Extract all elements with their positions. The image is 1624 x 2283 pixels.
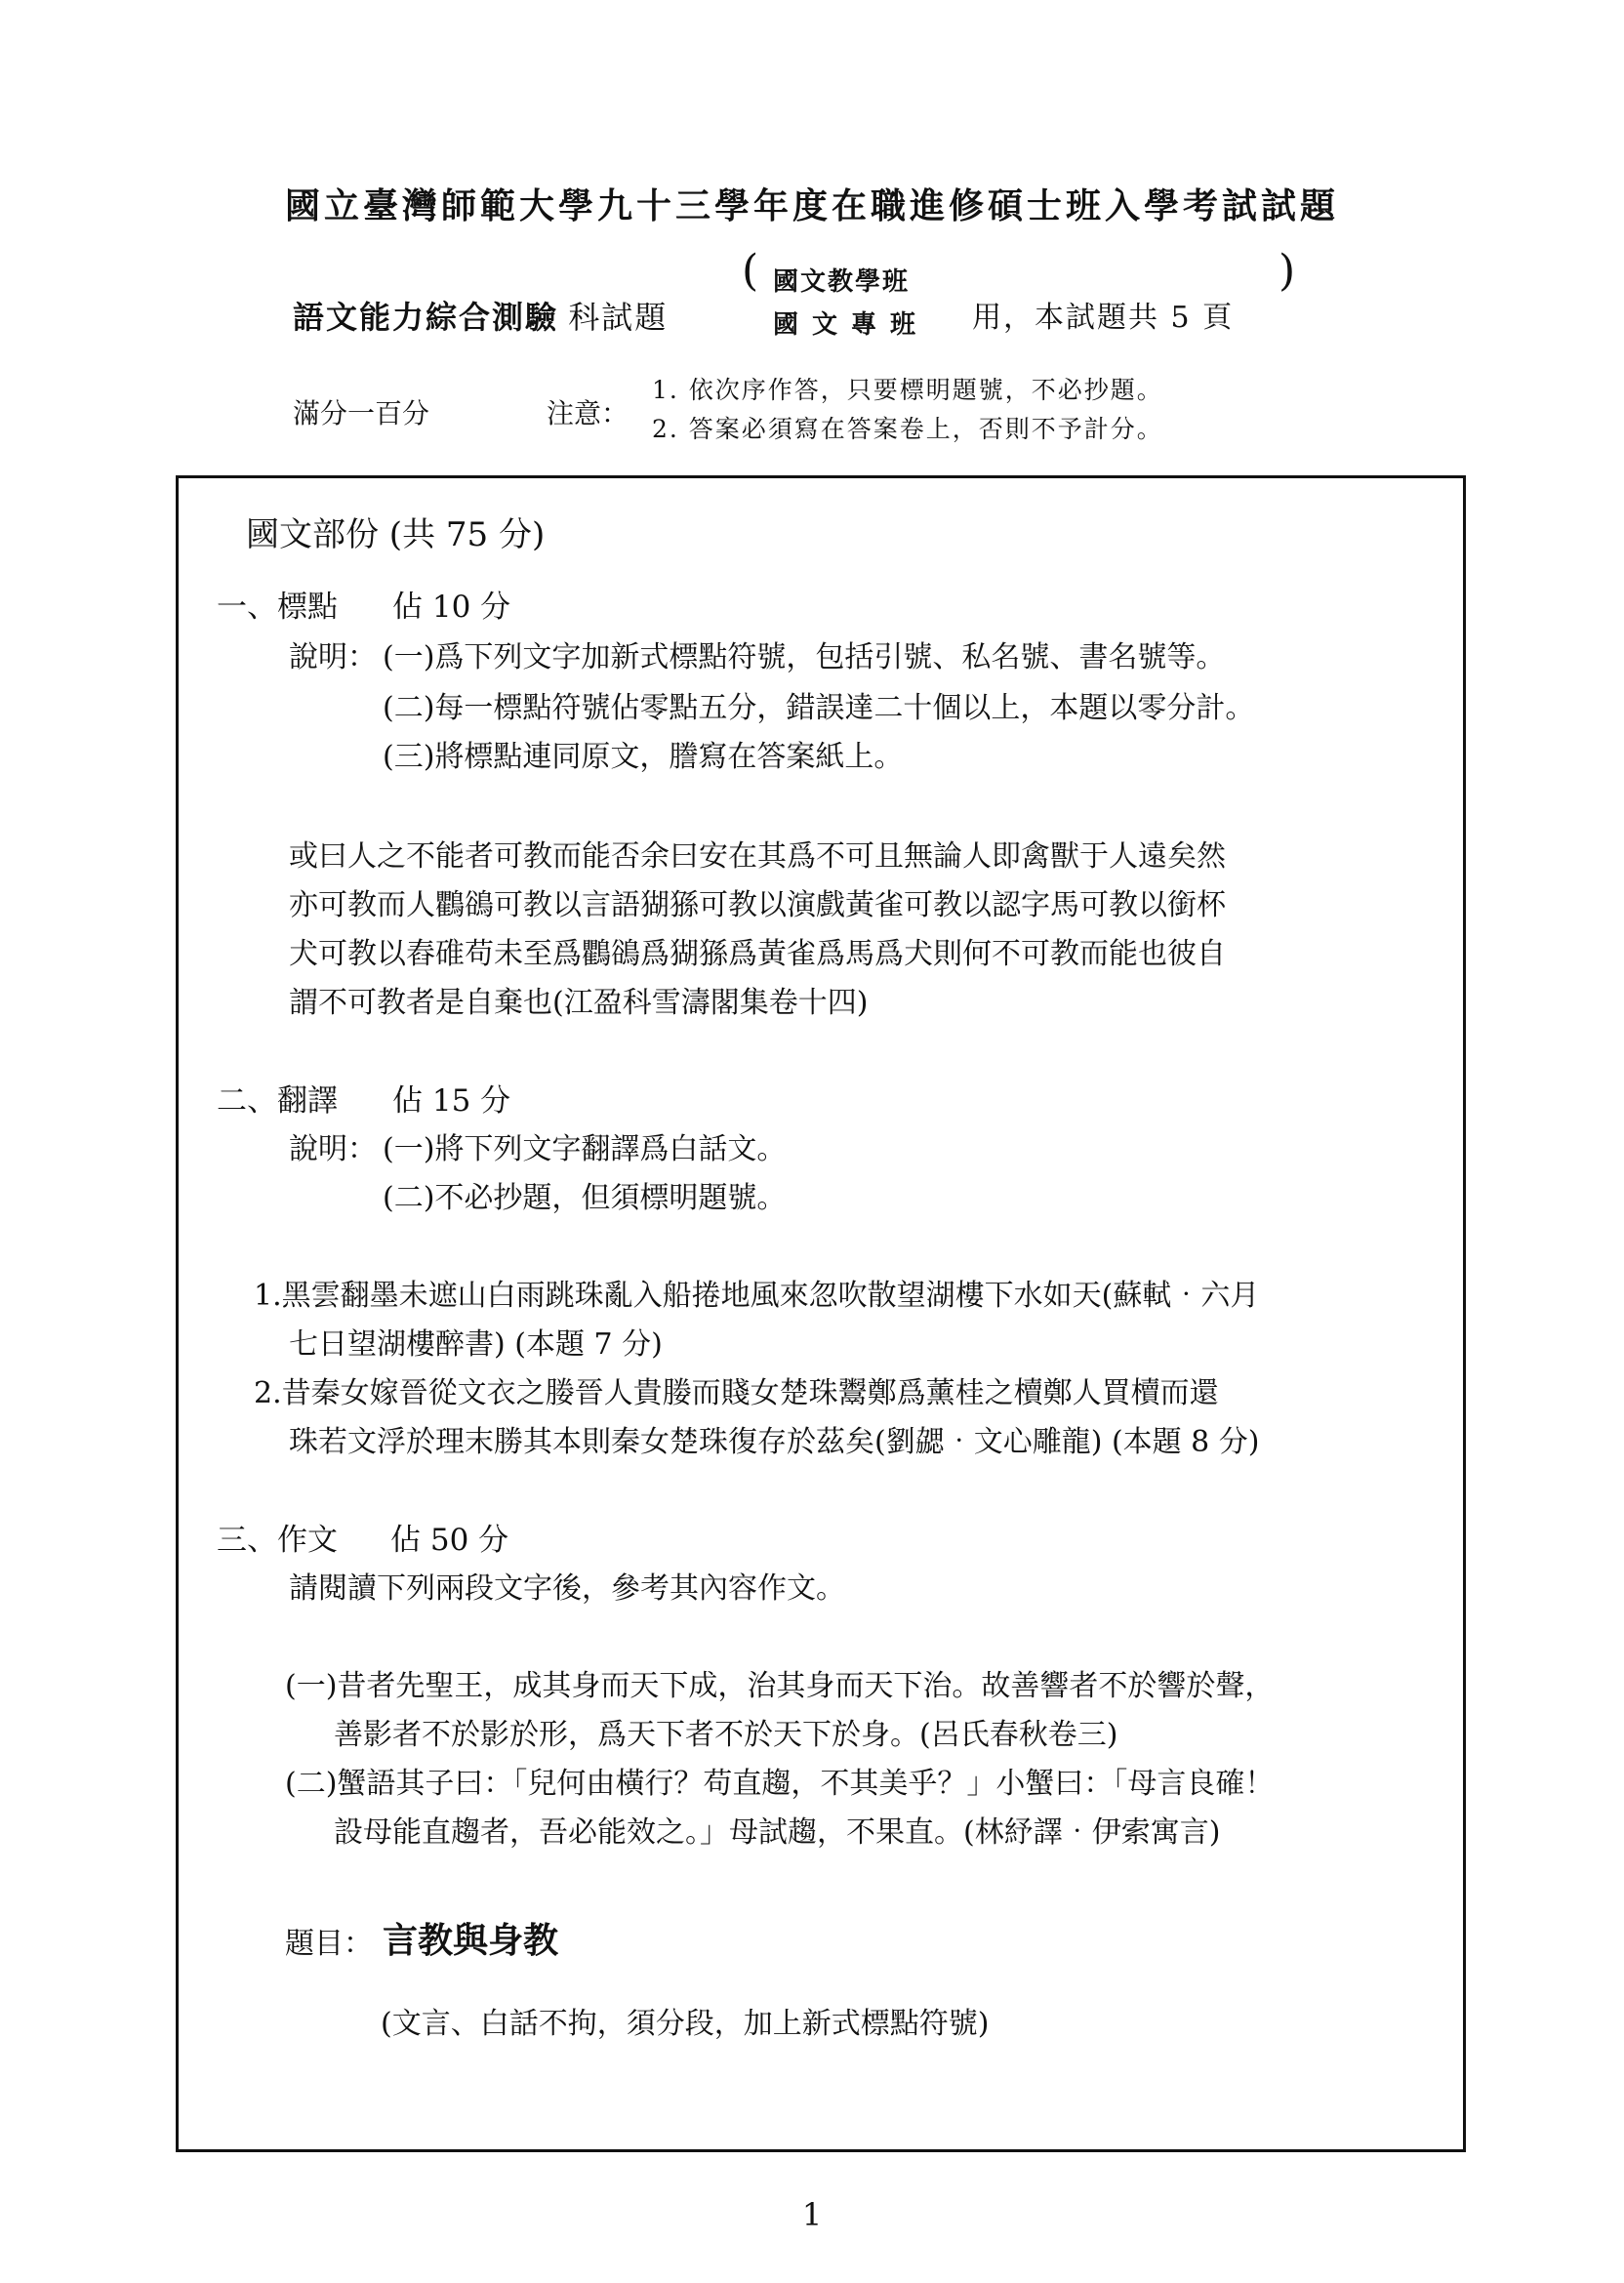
notice-label: 注意： xyxy=(547,397,629,429)
part2-heading: 二、翻譯 xyxy=(217,1083,338,1119)
class-name-top: 國文教學班 xyxy=(773,267,911,297)
paren-close: ) xyxy=(1279,246,1296,296)
part2-item-line: 1.黑雲翻墨未遮山白雨跳珠亂入船捲地風來忽吹散望湖樓下水如天(蘇軾‧六月 xyxy=(254,1279,1260,1313)
part2-score: 佔 15 分 xyxy=(392,1083,511,1119)
part1-score: 佔 10 分 xyxy=(392,590,511,625)
subject-line xyxy=(293,293,668,338)
part3-score: 佔 50 分 xyxy=(390,1523,509,1558)
usage-text: 用，本試題共 5 頁 xyxy=(972,301,1235,335)
part3-quote-line: (二)蟹語其子曰：「兒何由橫行？苟直趨，不其美乎？」小蟹曰：「母言良確！ xyxy=(285,1767,1275,1801)
paren-open: ( xyxy=(742,246,759,296)
topic-label: 題目： xyxy=(285,1927,373,1961)
exam-title: 國立臺灣師範大學九十三學年度在職進修碩士班入學考試試題 xyxy=(284,185,1339,226)
part3-quote-line: 善影者不於影於形，爲天下者不於天下於身。(呂氏春秋卷三) xyxy=(334,1718,1118,1752)
part3-quote-line: (一)昔者先聖王，成其身而天下成，治其身而天下治。故善響者不於響於聲， xyxy=(285,1669,1275,1703)
topic-title: 言教與身教 xyxy=(383,1920,559,1961)
part1-passage-line: 亦可教而人鸜鵒可教以言語猢猻可教以演戲黃雀可教以認字馬可教以銜杯 xyxy=(289,888,1226,922)
notice-item: 2. 答案必須寫在答案卷上，否則不予計分。 xyxy=(652,415,1163,443)
part1-heading: 一、標點 xyxy=(217,590,338,625)
part1-explain-label: 說明： xyxy=(289,640,377,674)
part3-instruction: 請閱讀下列兩段文字後，參考其內容作文。 xyxy=(289,1571,845,1606)
part2-item-line: 珠若文浮於理末勝其本則秦女楚珠復存於茲矣(劉勰‧文心雕龍) (本題 8 分) xyxy=(289,1425,1260,1459)
part2-item-line: 2.昔秦女嫁晉從文衣之媵晉人貴媵而賤女楚珠鬻鄭爲薰桂之櫝鄭人買櫝而還 xyxy=(254,1376,1219,1410)
subject-suffix: 科試題 xyxy=(568,299,669,336)
part3-heading: 三、作文 xyxy=(217,1523,338,1558)
part2-explain-line: (一)將下列文字翻譯爲白話文。 xyxy=(383,1132,787,1166)
part3-quote-line: 設母能直趨者，吾必能效之。」母試趨，不果直。(林紓譯‧伊索寓言) xyxy=(334,1815,1221,1850)
subject-name: 語文能力綜合測驗 xyxy=(293,299,559,336)
part1-passage-line: 謂不可教者是自棄也(江盈科雪濤閣集卷十四) xyxy=(289,986,869,1020)
part2-item-line: 七日望湖樓醉書) (本題 7 分) xyxy=(289,1327,663,1362)
exam-frame xyxy=(176,475,1466,2152)
topic-note: (文言、白話不拘，須分段，加上新式標點符號) xyxy=(381,2007,990,2041)
part1-explain-line: (一)爲下列文字加新式標點符號，包括引號、私名號、書名號等。 xyxy=(383,640,1226,674)
part1-explain-line: (三)將標點連同原文，謄寫在答案紙上。 xyxy=(383,740,904,774)
part1-passage-line: 或曰人之不能者可教而能否余曰安在其爲不可且無論人即禽獸于人遠矣然 xyxy=(289,839,1226,874)
notice-item: 1. 依次序作答，只要標明題號，不必抄題。 xyxy=(652,376,1163,404)
class-name-bottom: 國文專班 xyxy=(773,310,930,340)
full-score: 滿分一百分 xyxy=(293,397,430,429)
section-title: 國文部份 (共 75 分) xyxy=(246,515,546,554)
part1-passage-line: 犬可教以舂碓苟未至爲鸜鵒爲猢猻爲黃雀爲馬爲犬則何不可教而能也彼自 xyxy=(289,937,1226,971)
page-number: 1 xyxy=(801,2196,823,2233)
part2-explain-line: (二)不必抄題，但須標明題號。 xyxy=(383,1181,787,1215)
part1-explain-line: (二)每一標點符號佔零點五分，錯誤達二十個以上，本題以零分計。 xyxy=(383,691,1255,725)
part2-explain-label: 說明： xyxy=(289,1132,377,1166)
